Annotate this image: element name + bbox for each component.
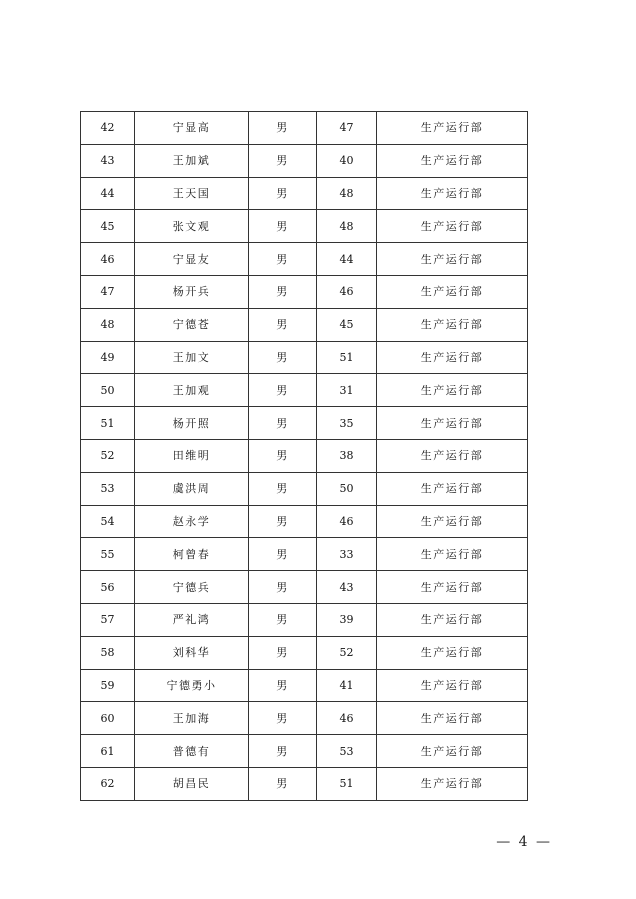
name-cell: 胡昌民 <box>135 767 249 800</box>
gender-cell: 男 <box>249 243 317 276</box>
gender-cell: 男 <box>249 702 317 735</box>
row-number-cell: 61 <box>81 735 135 768</box>
department-cell: 生产运行部 <box>377 472 528 505</box>
row-number-cell: 47 <box>81 275 135 308</box>
name-cell: 王加观 <box>135 374 249 407</box>
row-number-cell: 55 <box>81 538 135 571</box>
row-number-cell: 49 <box>81 341 135 374</box>
name-cell: 杨开兵 <box>135 275 249 308</box>
gender-cell: 男 <box>249 571 317 604</box>
age-cell: 35 <box>317 407 377 440</box>
age-cell: 40 <box>317 144 377 177</box>
name-cell: 宁显友 <box>135 243 249 276</box>
department-cell: 生产运行部 <box>377 439 528 472</box>
name-cell: 赵永学 <box>135 505 249 538</box>
table-row <box>81 112 528 145</box>
gender-cell: 男 <box>249 112 317 145</box>
table-row <box>81 636 528 669</box>
department-cell: 生产运行部 <box>377 702 528 735</box>
row-number-cell: 52 <box>81 439 135 472</box>
age-cell: 43 <box>317 571 377 604</box>
table-row <box>81 472 528 505</box>
department-cell: 生产运行部 <box>377 603 528 636</box>
age-cell: 51 <box>317 767 377 800</box>
age-cell: 51 <box>317 341 377 374</box>
department-cell: 生产运行部 <box>377 636 528 669</box>
row-number-cell: 50 <box>81 374 135 407</box>
gender-cell: 男 <box>249 636 317 669</box>
row-number-cell: 45 <box>81 210 135 243</box>
row-number-cell: 60 <box>81 702 135 735</box>
gender-cell: 男 <box>249 735 317 768</box>
age-cell: 47 <box>317 112 377 145</box>
gender-cell: 男 <box>249 144 317 177</box>
table-row <box>81 243 528 276</box>
row-number-cell: 46 <box>81 243 135 276</box>
row-number-cell: 42 <box>81 112 135 145</box>
table-row <box>81 505 528 538</box>
department-cell: 生产运行部 <box>377 374 528 407</box>
department-cell: 生产运行部 <box>377 112 528 145</box>
gender-cell: 男 <box>249 538 317 571</box>
age-cell: 52 <box>317 636 377 669</box>
gender-cell: 男 <box>249 210 317 243</box>
name-cell: 虞洪周 <box>135 472 249 505</box>
age-cell: 33 <box>317 538 377 571</box>
age-cell: 39 <box>317 603 377 636</box>
row-number-cell: 53 <box>81 472 135 505</box>
age-cell: 44 <box>317 243 377 276</box>
personnel-table <box>80 111 528 801</box>
gender-cell: 男 <box>249 177 317 210</box>
row-number-cell: 59 <box>81 669 135 702</box>
department-cell: 生产运行部 <box>377 308 528 341</box>
table-row <box>81 210 528 243</box>
department-cell: 生产运行部 <box>377 735 528 768</box>
table-row <box>81 571 528 604</box>
table-row <box>81 735 528 768</box>
row-number-cell: 48 <box>81 308 135 341</box>
department-cell: 生产运行部 <box>377 767 528 800</box>
age-cell: 41 <box>317 669 377 702</box>
page-number: — 4 — <box>496 834 552 850</box>
gender-cell: 男 <box>249 407 317 440</box>
department-cell: 生产运行部 <box>377 669 528 702</box>
name-cell: 宁德兵 <box>135 571 249 604</box>
name-cell: 柯曾春 <box>135 538 249 571</box>
row-number-cell: 54 <box>81 505 135 538</box>
age-cell: 46 <box>317 275 377 308</box>
age-cell: 48 <box>317 210 377 243</box>
table-row <box>81 177 528 210</box>
gender-cell: 男 <box>249 505 317 538</box>
table-row <box>81 538 528 571</box>
name-cell: 宁显高 <box>135 112 249 145</box>
age-cell: 38 <box>317 439 377 472</box>
age-cell: 46 <box>317 702 377 735</box>
gender-cell: 男 <box>249 669 317 702</box>
table-row <box>81 374 528 407</box>
department-cell: 生产运行部 <box>377 341 528 374</box>
name-cell: 王加海 <box>135 702 249 735</box>
row-number-cell: 43 <box>81 144 135 177</box>
gender-cell: 男 <box>249 275 317 308</box>
name-cell: 普德有 <box>135 735 249 768</box>
row-number-cell: 62 <box>81 767 135 800</box>
row-number-cell: 56 <box>81 571 135 604</box>
age-cell: 50 <box>317 472 377 505</box>
department-cell: 生产运行部 <box>377 177 528 210</box>
table-row <box>81 767 528 800</box>
table-row <box>81 603 528 636</box>
name-cell: 宁德勇小 <box>135 669 249 702</box>
age-cell: 48 <box>317 177 377 210</box>
gender-cell: 男 <box>249 439 317 472</box>
row-number-cell: 57 <box>81 603 135 636</box>
table-row <box>81 341 528 374</box>
name-cell: 刘科华 <box>135 636 249 669</box>
gender-cell: 男 <box>249 374 317 407</box>
personnel-table-body <box>81 112 528 801</box>
department-cell: 生产运行部 <box>377 210 528 243</box>
table-row <box>81 439 528 472</box>
department-cell: 生产运行部 <box>377 407 528 440</box>
age-cell: 53 <box>317 735 377 768</box>
name-cell: 王天国 <box>135 177 249 210</box>
row-number-cell: 51 <box>81 407 135 440</box>
gender-cell: 男 <box>249 341 317 374</box>
table-row <box>81 702 528 735</box>
department-cell: 生产运行部 <box>377 243 528 276</box>
row-number-cell: 44 <box>81 177 135 210</box>
department-cell: 生产运行部 <box>377 505 528 538</box>
gender-cell: 男 <box>249 472 317 505</box>
age-cell: 45 <box>317 308 377 341</box>
name-cell: 王加斌 <box>135 144 249 177</box>
table-row <box>81 275 528 308</box>
table-row <box>81 308 528 341</box>
name-cell: 张文观 <box>135 210 249 243</box>
name-cell: 杨开照 <box>135 407 249 440</box>
department-cell: 生产运行部 <box>377 538 528 571</box>
row-number-cell: 58 <box>81 636 135 669</box>
name-cell: 宁德苍 <box>135 308 249 341</box>
gender-cell: 男 <box>249 603 317 636</box>
name-cell: 王加文 <box>135 341 249 374</box>
department-cell: 生产运行部 <box>377 144 528 177</box>
gender-cell: 男 <box>249 767 317 800</box>
table-row <box>81 407 528 440</box>
gender-cell: 男 <box>249 308 317 341</box>
table-row <box>81 144 528 177</box>
department-cell: 生产运行部 <box>377 571 528 604</box>
department-cell: 生产运行部 <box>377 275 528 308</box>
table-row <box>81 669 528 702</box>
age-cell: 31 <box>317 374 377 407</box>
age-cell: 46 <box>317 505 377 538</box>
name-cell: 田维明 <box>135 439 249 472</box>
name-cell: 严礼鸿 <box>135 603 249 636</box>
